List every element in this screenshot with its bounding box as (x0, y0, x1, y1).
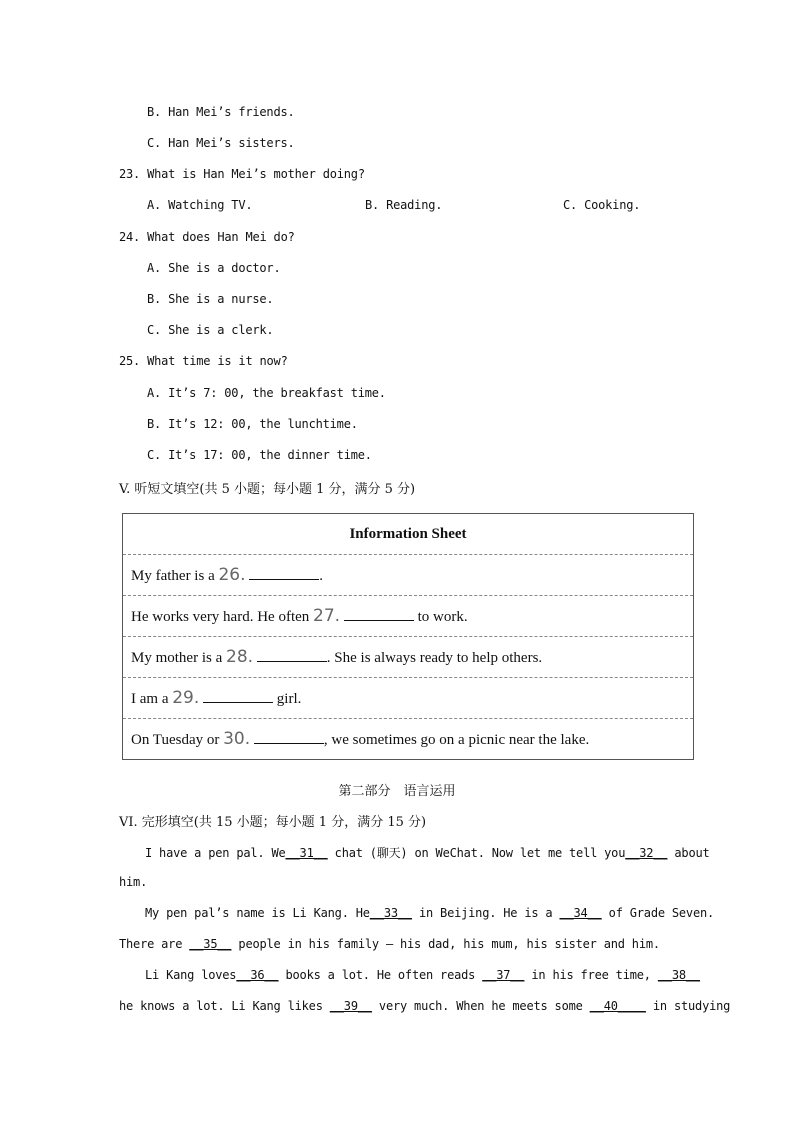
q24-option-b: B. She is a nurse. (147, 292, 274, 306)
row-text: . (319, 568, 324, 584)
question-number: 26. (218, 565, 246, 585)
q23-option-a: A. Watching TV. (147, 198, 253, 212)
question-number: 28. (226, 647, 254, 667)
q22-option-c: C. Han Mei’s sisters. (147, 136, 295, 150)
question-number: 30. (223, 729, 251, 749)
blank-35[interactable]: __35__ (189, 937, 232, 951)
q23-option-c: C. Cooking. (563, 198, 641, 212)
q22-option-b: B. Han Mei’s friends. (147, 105, 295, 119)
q23-option-b: B. Reading. (365, 198, 443, 212)
table-row (123, 678, 694, 719)
passage-line-2: him. (119, 875, 148, 889)
section-6-heading: VI. 完形填空(共 15 小题；每小题 1 分，满分 15 分) (119, 815, 427, 830)
q24-question: 24. What does Han Mei do? (119, 230, 295, 244)
row-text: My mother is a (131, 650, 226, 666)
row-text: to work. (413, 609, 468, 625)
q25-option-c: C. It’s 17: 00, the dinner time. (147, 448, 372, 462)
row-text: I am a (131, 691, 173, 707)
blank-31[interactable]: __31__ (285, 846, 328, 860)
table-row (123, 719, 694, 760)
passage-line-1: I have a pen pal. We__31__ chat (聊天) on WeChat. Now let me tell you__32__ about (145, 846, 710, 860)
answer-blank[interactable] (344, 606, 414, 621)
table-row (123, 637, 694, 678)
table-row (123, 555, 694, 596)
answer-blank[interactable] (203, 688, 273, 703)
part-2-heading: 第二部分 语言运用 (338, 784, 456, 799)
row-text: , we sometimes go on a picnic near the lake. (323, 732, 590, 748)
sheet-title: Information Sheet (349, 525, 467, 542)
blank-37[interactable]: __37__ (482, 968, 525, 982)
blank-40[interactable]: __40____ (589, 999, 646, 1013)
q24-option-a: A. She is a doctor. (147, 261, 281, 275)
table-row (123, 596, 694, 637)
blank-32[interactable]: __32__ (625, 846, 668, 860)
question-number: 27. (313, 606, 341, 626)
q23-question: 23. What is Han Mei’s mother doing? (119, 167, 365, 181)
row-text: . She is always ready to help others. (326, 650, 543, 666)
passage-line-4: There are __35__ people in his family — his dad, his mum, his sister and him. (119, 937, 660, 951)
blank-38[interactable]: __38__ (657, 968, 700, 982)
answer-blank[interactable] (254, 729, 324, 744)
q24-option-c: C. She is a clerk. (147, 323, 274, 337)
passage-line-6: he knows a lot. Li Kang likes __39__ very much. When he meets some __40____ in studying (119, 999, 731, 1013)
passage-line-3: My pen pal’s name is Li Kang. He__33__ in Beijing. He is a __34__ of Grade Seven. (145, 906, 715, 920)
q25-option-a: A. It’s 7: 00, the breakfast time. (147, 386, 386, 400)
question-number: 29. (172, 688, 200, 708)
blank-36[interactable]: __36__ (236, 968, 279, 982)
row-text: girl. (273, 691, 302, 707)
section-5-heading: V. 听短文填空(共 5 小题；每小题 1 分，满分 5 分) (119, 482, 416, 497)
table-row (123, 514, 694, 555)
blank-34[interactable]: __34__ (559, 906, 602, 920)
blank-39[interactable]: __39__ (329, 999, 372, 1013)
row-text: He works very hard. He often (131, 609, 314, 625)
q25-question: 25. What time is it now? (119, 354, 288, 368)
blank-33[interactable]: __33__ (369, 906, 412, 920)
passage-line-5: Li Kang loves__36__ books a lot. He often reads __37__ in his free time, __38__ (145, 968, 700, 982)
information-sheet-table (122, 513, 694, 760)
q25-option-b: B. It’s 12: 00, the lunchtime. (147, 417, 358, 431)
row-text: On Tuesday or (131, 732, 224, 748)
answer-blank[interactable] (257, 647, 327, 662)
answer-blank[interactable] (249, 565, 319, 580)
row-text: My father is a (131, 568, 219, 584)
